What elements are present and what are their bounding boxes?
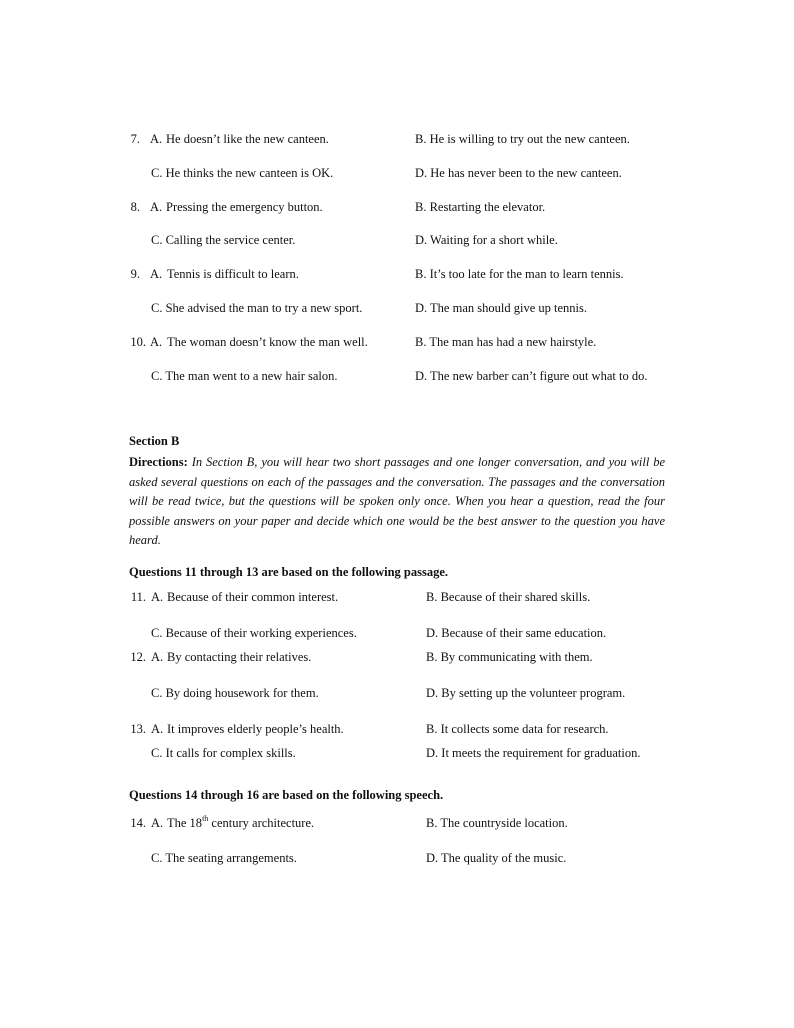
option-d: D. The new barber can’t figure out what to do. — [415, 369, 648, 383]
question-14-cd — [0, 851, 794, 869]
option-a: The woman doesn’t know the man well. — [167, 335, 368, 349]
option-d: D. The man should give up tennis. — [415, 301, 587, 315]
option-d: D. Waiting for a short while. — [415, 233, 558, 247]
question-number: 14. — [130, 816, 146, 830]
option-a: He doesn’t like the new canteen. — [166, 132, 329, 146]
option-d: D. It meets the requirement for graduation. — [426, 746, 641, 760]
directions — [129, 453, 665, 551]
option-c: C. The man went to a new hair salon. — [151, 369, 338, 383]
option-a-letter: A. — [151, 590, 164, 604]
question-number: 9. — [130, 267, 140, 281]
option-b: B. He is willing to try out the new canteen. — [415, 132, 630, 146]
option-d: D. Because of their same education. — [426, 626, 607, 640]
question-number: 12. — [130, 650, 146, 664]
option-a-letter: A. — [150, 267, 163, 281]
question-number: 11. — [130, 590, 146, 604]
question-9 — [0, 267, 794, 285]
question-group-heading: Questions 11 through 13 are based on the following passage. — [129, 565, 449, 579]
option-a-letter: A. — [150, 132, 163, 146]
option-c: C. Calling the service center. — [151, 233, 296, 247]
option-c: C. He thinks the new canteen is OK. — [151, 166, 334, 180]
option-d: D. He has never been to the new canteen. — [415, 166, 622, 180]
question-number: 8. — [130, 200, 140, 214]
question-13 — [0, 722, 794, 740]
option-a-letter: A. — [150, 200, 163, 214]
question-10-cd — [0, 369, 794, 387]
option-a: Tennis is difficult to learn. — [167, 267, 299, 281]
option-c: C. Because of their working experiences. — [151, 626, 357, 640]
option-b: B. The countryside location. — [426, 816, 568, 830]
option-c: C. The seating arrangements. — [151, 851, 297, 865]
option-a-letter: A. — [150, 335, 163, 349]
option-b: B. Restarting the elevator. — [415, 200, 546, 214]
option-a-letter: A. — [151, 816, 164, 830]
option-d: D. By setting up the volunteer program. — [426, 686, 626, 700]
section-title: Section B — [129, 434, 180, 448]
option-a-letter: A. — [151, 722, 164, 736]
directions-text: In Section B, you will hear two short passages and one longer conversation, and you will be asked several questions on each of the passages and the conversation. The passages and the conversation will be read twice, but the questions will be spoken only once. When you hear a question, read the four possible answers on your paper and decide which one would be the best answer to the question you have heard. — [129, 455, 665, 547]
question-9-cd — [0, 301, 794, 319]
option-a: By contacting their relatives. — [167, 650, 312, 664]
option-a-pre: The 18 — [167, 816, 203, 830]
option-c: C. By doing housework for them. — [151, 686, 319, 700]
question-12 — [0, 650, 794, 668]
question-7-cd — [0, 166, 794, 184]
question-number: 7. — [130, 132, 140, 146]
option-c: C. She advised the man to try a new sport. — [151, 301, 363, 315]
question-8-cd — [0, 233, 794, 251]
option-b: B. The man has had a new hairstyle. — [415, 335, 597, 349]
option-c: C. It calls for complex skills. — [151, 746, 296, 760]
option-b: B. Because of their shared skills. — [426, 590, 591, 604]
question-7 — [0, 132, 794, 150]
option-a: It improves elderly people’s health. — [167, 722, 344, 736]
option-b: B. By communicating with them. — [426, 650, 593, 664]
question-11-cd — [0, 626, 794, 644]
option-b: B. It’s too late for the man to learn tennis. — [415, 267, 624, 281]
question-11 — [0, 590, 794, 608]
option-b: B. It collects some data for research. — [426, 722, 609, 736]
option-a — [167, 816, 314, 831]
option-d: D. The quality of the music. — [426, 851, 567, 865]
question-10 — [0, 335, 794, 353]
directions-label: Directions: — [129, 455, 188, 469]
question-12-cd — [0, 686, 794, 704]
question-8 — [0, 200, 794, 218]
option-a-post: century architecture. — [208, 816, 315, 830]
question-13-cd — [0, 746, 794, 764]
option-a: Pressing the emergency button. — [166, 200, 323, 214]
question-number: 13. — [130, 722, 146, 736]
question-group-heading: Questions 14 through 16 are based on the following speech. — [129, 788, 444, 802]
option-a: Because of their common interest. — [167, 590, 339, 604]
question-number: 10. — [130, 335, 146, 349]
option-a-letter: A. — [151, 650, 164, 664]
question-14 — [0, 816, 794, 834]
ordinal-suffix: th — [202, 814, 209, 823]
